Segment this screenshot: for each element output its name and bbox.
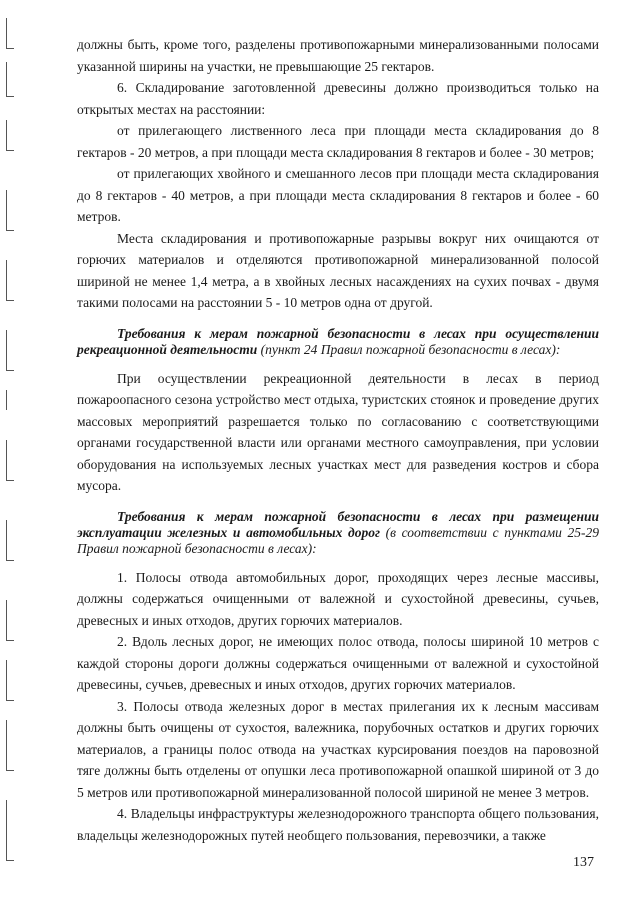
binding-mark [6,300,14,301]
binding-mark [6,390,7,410]
paragraph: 2. Вдоль лесных дорог, не имеющих полос отвода, полосы шириной 10 метров с каждой стороны дороги должны содержаться очищенными от валежной и сухостойной древесины, сучьев, древесных и иных отходов, других горючих материалов. [77,634,599,692]
paragraph: должны быть, кроме того, разделены противопожарными минерализованными полосами указанной ширины на участки, не превышающие 25 гектаров. [77,37,599,74]
binding-mark [6,150,14,151]
binding-mark [6,700,14,701]
binding-mark [6,480,14,481]
section-heading-title: Требования к мерам пожарной безопасности в лесах при осуществлении рекреационной деятельности [77,325,599,357]
binding-mark [6,190,7,230]
document-body [77,34,599,846]
binding-mark [6,660,7,700]
binding-mark [6,800,7,860]
section-heading-title: Требования к мерам пожарной безопасности в лесах при размещении эксплуатации железных и автомобильных дорог [77,508,599,540]
section-heading-note: (в соответствии с пунктами 25-29 Правил пожарной безопасности в лесах): [77,524,599,556]
section-heading [77,509,599,557]
paragraph: Места складирования и противопожарные разрывы вокруг них очищаются от горючих материалов и отделяются противопожарной минерализованной полосой шириной не менее 1,4 метра, а в хвойных лесных насаждениях на сухих почвах - двумя такими полосами на расстоянии 5 - 10 метров одна от другой. [77,230,599,310]
binding-mark [6,720,7,770]
binding-mark [6,600,7,640]
binding-mark [6,96,14,97]
paragraph: 3. Полосы отвода железных дорог в местах прилегания их к лесным массивам должны быть очищены от сухостоя, валежника, порубочных остатков и других горючих материалов, а границы полос отвода на участках курсирования поездов на паровозной тяге должны быть отделены от опушки леса противопожарной опашкой шириной от 3 до 5 метров или противопожарной минерализованной полосой шириной не менее 3 метров. [77,698,599,800]
section-heading-note: (пункт 24 Правил пожарной безопасности в лесах): [257,341,561,357]
binding-mark [6,640,14,641]
paragraph: от прилегающих хвойного и смешанного лесов при площади места складирования до 8 гектаров - 40 метров, а при площади места складирования 8 гектаров и более - 60 метров. [77,166,599,224]
binding-mark [6,770,14,771]
binding-mark [6,370,14,371]
paragraph: 1. Полосы отвода автомобильных дорог, проходящих через лесные массивы, должны содержаться очищенными от валежной и сухостойной древесины, сучьев, древесных и иных отходов, других горючих материалов. [77,569,599,628]
paragraph: 6. Складирование заготовленной древесины должно производиться только на открытых местах на расстоянии: [77,80,599,117]
binding-mark [6,260,7,300]
section-heading [77,326,599,358]
binding-mark [6,440,7,480]
binding-mark [6,18,7,48]
binding-mark [6,860,14,861]
binding-mark [6,120,7,150]
binding-mark [6,560,14,561]
paragraph: 4. Владельцы инфраструктуры железнодорожного транспорта общего пользования, владельцы железнодорожных путей необщего пользования, перевозчики, а также [77,806,599,843]
page-number: 137 [573,855,594,870]
binding-mark [6,330,7,370]
paragraph: от прилегающего лиственного леса при площади места складирования до 8 гектаров - 20 метров, а при площади места складирования 8 гектаров и более - 30 метров; [77,123,599,160]
binding-mark [6,62,7,96]
binding-marks [0,0,22,905]
binding-mark [6,48,14,49]
binding-mark [6,520,7,560]
binding-mark [6,230,14,231]
paragraph: При осуществлении рекреационной деятельности в лесах в период пожароопасного сезона устройство мест отдыха, туристских стоянок и проведение других массовых мероприятий разрешается только по согласованию с соответствующими органами государственной власти или органами местного самоуправления, при условии оборудования на используемых лесных участках мест для разведения костров и сбора мусора. [77,370,599,493]
